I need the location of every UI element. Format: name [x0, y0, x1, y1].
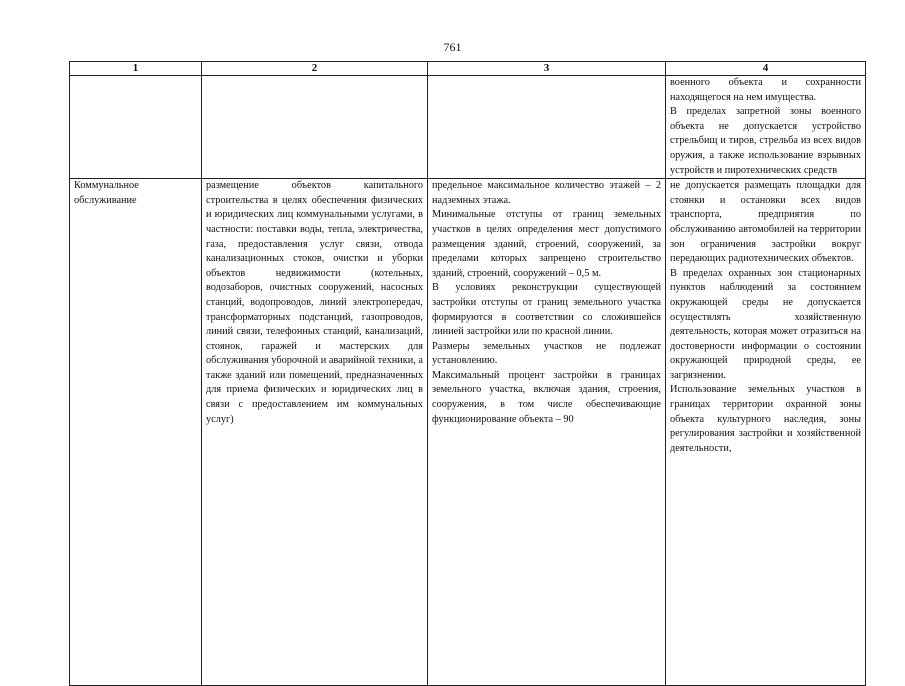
description-text: размещение объектов капитального строительства в целях обеспечения физических и юридических лиц коммунальными услугами, в частности: поставки воды, тепла, электричества, газа, предоставления услуг связи, отвода канализационных стоков, очистки и уборки объектов недвижимости (котельных, водозаборов, очистных сооружений, насосных станций, водопроводов, линий электропередач, трансформаторных подстанций, газопроводов, линий связи, телефонных станций, канализаций, стоянок, гаражей и мастерских для обслуживания уборочной и аварийной техники, а также зданий или помещений, предназначенных для приема физических и юридических лиц в связи с предоставлением им коммунальных услуг)	[206, 180, 423, 425]
column-header-1: 1	[70, 62, 202, 76]
parameters-paragraph-2: Минимальные отступы от границ земельных участков в целях определения мест допустимого размещения зданий, строений, сооружений, за пределами которых запрещено строительство зданий, строений, сооружений – 0,5 м.	[432, 209, 661, 279]
page-number: 761	[443, 40, 462, 54]
cell-continuation-col1	[70, 76, 202, 179]
column-header-2: 2	[202, 62, 428, 76]
cell-description	[202, 179, 428, 686]
column-header-4: 4	[666, 62, 866, 76]
parameters-paragraph-4: Размеры земельных участков не подлежат установлению.	[432, 340, 661, 367]
restrictions-paragraph-1: не допускается размещать площадки для стоянки и остановки всех видов транспорта, предприятия по обслуживанию автомобилей на территории зон ограничения застройки вокруг передающих радиотехнических объектов.	[670, 180, 861, 265]
continuation-col4-paragraph-2: В пределах запретной зоны военного объекта не допускается устройство стрельбищ и тиров, стрельба из всех видов оружия, а также использование взрывных устройств и пиротехнических средств	[670, 106, 861, 176]
cell-parameters	[428, 179, 666, 686]
table-header-row	[70, 62, 866, 76]
regulations-table	[69, 61, 866, 686]
table-row-continuation	[70, 76, 866, 179]
cell-continuation-col4	[666, 76, 866, 179]
use-type-name: Коммунальное обслуживание	[74, 180, 139, 206]
parameters-paragraph-3: В условиях реконструкции существующей застройки отступы от границ земельного участка формируются в соответствии со сложившейся линией застройки или по красной линии.	[432, 282, 661, 338]
restrictions-paragraph-2: В пределах охранных зон стационарных пунктов наблюдений за состоянием окружающей среды не допускается осуществлять хозяйственную деятельность, которая может отразиться на достоверности информации о состоянии окружающей природной среды, ее загрязнении.	[670, 267, 861, 381]
table-row-communal-services	[70, 179, 866, 686]
continuation-col4-paragraph-1: военного объекта и сохранности находящегося на нем имущества.	[670, 77, 861, 103]
cell-continuation-col3	[428, 76, 666, 179]
parameters-paragraph-1: предельное максимальное количество этажей – 2 надземных этажа.	[432, 180, 661, 206]
cell-restrictions	[666, 179, 866, 686]
column-header-3: 3	[428, 62, 666, 76]
restrictions-paragraph-3: Использование земельных участков в границах территории охранной зоны объекта культурного наследия, зоны регулирования застройки и хозяйственной деятельности,	[670, 384, 861, 454]
cell-use-type	[70, 179, 202, 686]
cell-continuation-col2	[202, 76, 428, 179]
parameters-paragraph-5: Максимальный процент застройки в границах земельного участка, включая здания, строения, сооружения, в том числе обеспечивающие функционирование объекта – 90	[432, 369, 661, 425]
